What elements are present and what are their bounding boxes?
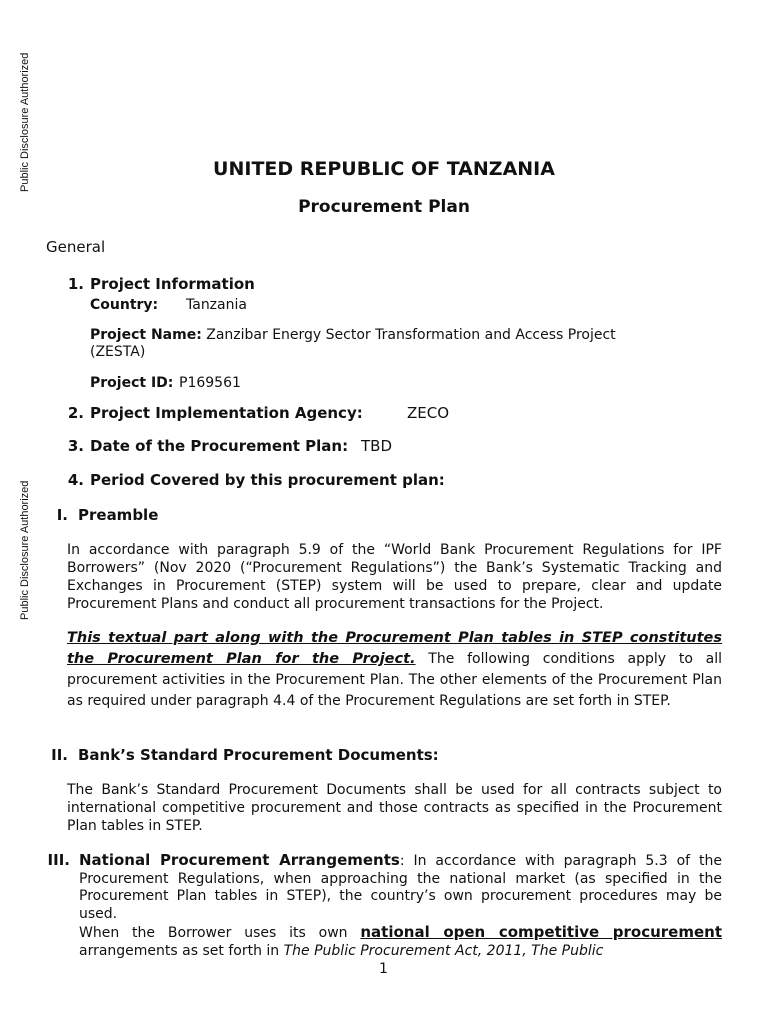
public-procurement-act: The Public Procurement Act, 2011, The Public	[283, 943, 604, 959]
watermark-bottom: Public Disclosure Authorized	[19, 480, 31, 620]
project-info-number: 1.	[67, 275, 84, 293]
preamble-conditions-paragraph	[67, 628, 722, 712]
spd-number: II.	[51, 746, 68, 764]
agency-value: ZECO	[407, 404, 450, 422]
general-heading: General	[46, 238, 106, 256]
document-title: UNITED REPUBLIC OF TANZANIA	[213, 158, 555, 180]
project-name-label: Project Name:	[90, 327, 202, 343]
project-id-label: Project ID:	[90, 375, 174, 391]
date-label: Date of the Procurement Plan:	[90, 437, 349, 455]
preamble-paragraph: In accordance with paragraph 5.9 of the “World Bank Procurement Regulations for IPF Borrowers” (Nov 2020 (“Procurement Regulations”) the Bank’s Systematic Tracking and Exchanges in Procurement (STEP) system will be used to prepare, clear and update Procurement Plans and conduct all procurement transactions for the Project.	[67, 542, 722, 612]
national-text: : In accordance with paragraph 5.3 of the Procurement Regulations, when approaching the national market (as specified in the Procurement Plan tables in STEP), the country’s own procurement procedures may be used.	[79, 853, 722, 922]
agency-number: 2.	[67, 404, 84, 422]
national-line2-post: arrangements as set forth in	[79, 943, 284, 959]
national-open-competitive: national open competitive procurement	[360, 923, 723, 941]
national-heading: National Procurement Arrangements	[79, 851, 400, 869]
spd-heading: Bank’s Standard Procurement Documents:	[78, 746, 439, 764]
agency-label: Project Implementation Agency:	[90, 404, 363, 422]
date-value: TBD	[361, 437, 393, 455]
watermark-top: Public Disclosure Authorized	[19, 52, 31, 192]
document-subtitle: Procurement Plan	[298, 197, 470, 217]
project-info-heading: Project Information	[90, 275, 255, 293]
project-name-block	[90, 327, 730, 361]
project-name-value-cont: (ZESTA)	[90, 344, 146, 360]
period-number: 4.	[67, 471, 84, 489]
preamble-heading: Preamble	[78, 506, 159, 524]
date-number: 3.	[67, 437, 84, 455]
project-id-value: P169561	[179, 375, 241, 391]
project-name-value: Zanzibar Energy Sector Transformation and Access Project	[206, 327, 616, 343]
page-number: 1	[379, 961, 388, 977]
preamble-continuation: The following conditions apply to all procurement activities in the Procurement Plan. The other elements of the Procurement Plan as required under paragraph 4.4 of the Procurement Regulations are set forth in STEP.	[67, 651, 722, 709]
spd-paragraph: The Bank’s Standard Procurement Documents shall be used for all contracts subject to international competitive procurement and those contracts as specified in the Procurement Plan tables in STEP.	[67, 782, 722, 834]
national-number: III.	[47, 851, 70, 869]
country-label: Country:	[90, 297, 159, 313]
preamble-number: I.	[56, 506, 68, 524]
period-label: Period Covered by this procurement plan:	[90, 471, 445, 489]
national-line2-pre: When the Borrower uses its own	[79, 925, 361, 941]
step-emphasis: This textual part along with the Procurement Plan tables in STEP constitutes the Procurement Plan for the Project.	[67, 630, 722, 667]
national-paragraph	[79, 852, 722, 923]
country-value: Tanzania	[186, 297, 247, 313]
national-paragraph-2	[79, 923, 722, 960]
